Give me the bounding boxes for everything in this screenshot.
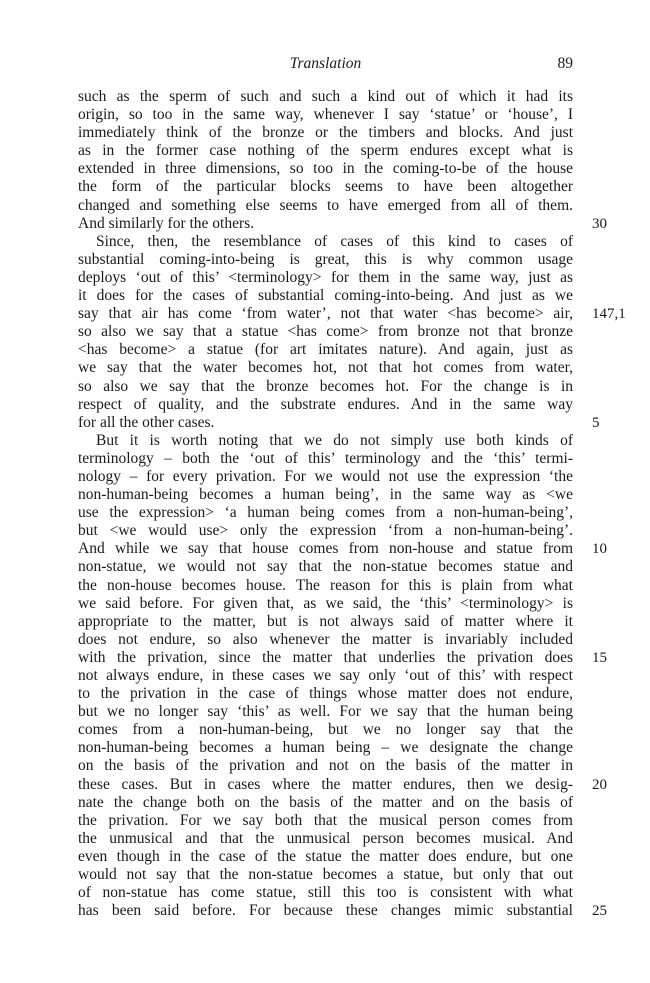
text-line-content: as in the former case nothing of the sperm endures except what is: [78, 142, 573, 160]
text-line-content: such as the sperm of such and such a kind out of which it had its: [78, 88, 573, 105]
text-line-content: origin, so too in the same way, whenever I say ‘statue’ or ‘house’, I: [78, 106, 573, 124]
text-line: [78, 341, 573, 359]
text-line-content: does not endure, so also whenever the matter is invariably included: [78, 630, 573, 648]
text-line-content: And while we say that house comes from non-house and statue from: [78, 540, 573, 558]
text-line: [78, 305, 626, 323]
text-line-content: these cases. But in cases where the matter endures, then we desig-: [78, 775, 573, 793]
text-line-content: non-human-being becomes a human being’, in the same way as <we: [78, 486, 573, 504]
margin-line-number: 5: [592, 414, 600, 431]
text-line-content: say that air has come ‘from water’, not that water <has become> air,: [78, 305, 573, 323]
text-line: [78, 631, 573, 649]
text-line: [78, 884, 573, 902]
text-line-content: we say that the water becomes hot, not that hot comes from water,: [78, 359, 573, 377]
text-line: [78, 214, 607, 233]
text-line: [78, 848, 573, 866]
margin-line-number: 147,1: [592, 306, 626, 323]
margin-line-number: 25: [592, 903, 607, 920]
text-line: [78, 197, 573, 215]
text-line: [78, 812, 573, 830]
text-line-content: use the expression> ‘a human being comes from a non-human-being’,: [78, 504, 573, 522]
page-header: [78, 55, 573, 77]
margin-line-number: 15: [592, 649, 607, 666]
text-line-content: even though in the case of the statue the matter does endure, but one: [78, 847, 573, 865]
margin-line-number: 30: [592, 215, 607, 232]
text-line: [78, 142, 573, 160]
text-line: [78, 468, 573, 486]
text-line-content: not always endure, in these cases we say only ‘out of this’ with respect: [78, 667, 573, 684]
text-line-content: extended in three dimensions, so too in the coming-to-be of the house: [78, 160, 573, 178]
text-line: [78, 648, 607, 667]
text-line-content: deploys ‘out of this’ <terminology> for them in the same way, just as: [78, 268, 573, 286]
text-line-content: <has become> a statue (for art imitates nature). And again, just as: [78, 341, 573, 359]
text-line: [78, 794, 573, 812]
text-line: [78, 775, 607, 794]
text-line-content: immediately think of the bronze or the timbers and blocks. And just: [78, 124, 573, 142]
text-line: [78, 450, 573, 468]
text-line-content: But it is worth noting that we do not simply use both kinds of: [96, 431, 573, 449]
text-line-content: but we no longer say ‘this’ as well. For we say that the human being: [78, 703, 573, 721]
text-line-content: to the privation in the case of things whose matter does not endure,: [78, 685, 573, 703]
text-line: [78, 124, 573, 142]
text-line-content: on the basis of the privation and not on the basis of the matter in: [78, 757, 573, 775]
text-line-content: respect of quality, and the substrate endures. And in the same way: [78, 395, 573, 413]
text-line: [78, 540, 607, 558]
text-line: [78, 359, 573, 377]
text-line-content: nate the change both on the basis of the matter and on the basis of: [78, 793, 573, 811]
text-line: [78, 233, 573, 251]
text-line: [78, 667, 573, 685]
text-line: [78, 178, 573, 196]
text-line-content: nology – for every privation. For we would not use the expression ‘the: [78, 467, 573, 485]
text-line-content: substantial coming-into-being is great, this is why common usage: [78, 250, 573, 268]
text-line: [78, 269, 573, 287]
page-number: 89: [557, 55, 573, 72]
text-line: [78, 703, 573, 721]
text-line: [78, 486, 573, 504]
body-text: [78, 88, 626, 920]
text-line: [78, 577, 573, 595]
text-line: [78, 413, 600, 432]
text-line-content: but <we would use> only the expression ‘from a non-human-being’.: [78, 522, 573, 540]
text-line-content: we said before. For given that, as we said, the ‘this’ <terminology> is: [78, 594, 573, 612]
text-line: [78, 106, 573, 124]
text-line-content: non-statue, we would not say that the non-statue becomes statue and: [78, 558, 573, 576]
text-line-content: non-human-being becomes a human being – we designate the change: [78, 739, 573, 757]
text-line-content: with the privation, since the matter that underlies the privation does: [78, 648, 573, 666]
text-line-content: And similarly for the others.: [78, 214, 255, 232]
text-line: [78, 830, 573, 848]
text-line: [78, 902, 607, 920]
text-line-content: terminology – both the ‘out of this’ terminology and the ‘this’ termi-: [78, 449, 573, 467]
text-line-content: appropriate to the matter, but is not always said of matter where it: [78, 612, 573, 630]
running-title: Translation: [289, 55, 362, 72]
text-line: [78, 613, 573, 631]
text-line: [78, 739, 573, 757]
text-line: [78, 522, 573, 540]
text-line-content: of non-statue has come statue, still this too is consistent with what: [78, 884, 573, 902]
text-line: [78, 757, 573, 775]
text-line: [78, 160, 573, 178]
text-line: [78, 558, 573, 576]
text-line-content: for all the other cases.: [78, 413, 215, 431]
text-line: [78, 378, 573, 396]
text-line-content: the form of the particular blocks seems to have been altogether: [78, 178, 573, 196]
text-line: [78, 685, 573, 703]
text-line-content: comes from a non-human-being, but we no longer say that the: [78, 721, 573, 739]
text-line-content: would not say that the non-statue becomes a statue, but only that out: [78, 866, 573, 884]
text-line-content: so also we say that the bronze becomes hot. For the change is in: [78, 377, 573, 395]
text-line-content: the unmusical and that the unmusical person becomes musical. And: [78, 829, 573, 847]
text-line-content: changed and something else seems to have emerged from all of them.: [78, 196, 573, 214]
margin-line-number: 20: [592, 776, 607, 793]
text-line-content: so also we say that a statue <has come> from bronze not that bronze: [78, 323, 573, 341]
text-line: [78, 323, 573, 341]
margin-line-number: 10: [592, 541, 607, 558]
text-line: [78, 251, 573, 269]
text-line-content: the non-house becomes house. The reason for this is plain from what: [78, 576, 573, 594]
text-line-content: the privation. For we say both that the musical person comes from: [78, 811, 573, 829]
text-line-content: has been said before. For because these changes mimic substantial: [78, 902, 573, 920]
text-line: [78, 504, 573, 522]
text-line: [78, 287, 573, 305]
text-line: [78, 721, 573, 739]
text-line: [78, 432, 573, 450]
text-line-content: Since, then, the resemblance of cases of this kind to cases of: [96, 232, 573, 250]
text-line: [78, 88, 573, 106]
text-line-content: it does for the cases of substantial coming-into-being. And just as we: [78, 287, 573, 305]
text-line: [78, 396, 573, 414]
text-line: [78, 866, 573, 884]
text-line: [78, 595, 573, 613]
